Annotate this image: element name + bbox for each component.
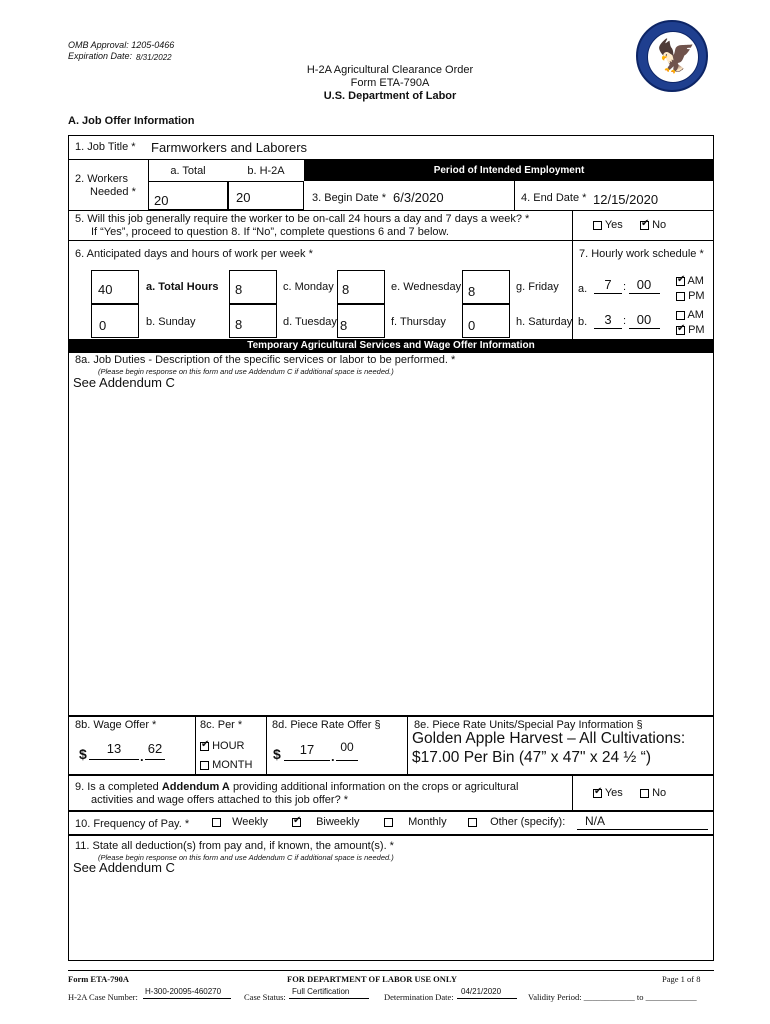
period-of-employment-header: Period of Intended Employment [304,160,714,181]
hours-b-value: 8 [235,317,243,332]
piece-rate-info-line1[interactable]: Golden Apple Harvest – All Cultivations: [412,730,686,747]
schedule-b-minute[interactable]: 00 [636,312,652,327]
end-date-field[interactable]: 12/15/2020 [593,192,659,207]
q1-label: 1. Job Title * [75,141,136,153]
q8b-dollar: $ [79,746,87,762]
friday-label: g. Friday [516,281,559,293]
wednesday-label: e. Wednesday [391,281,462,293]
determination-date-value: 04/21/2020 [461,987,502,996]
piece-rate-info-line2[interactable]: $17.00 Per Bin (47” x 47" x 24 ½ “) [412,749,651,766]
case-status-label: Case Status: [244,992,286,1002]
q9-no-option[interactable]: No [640,787,666,799]
validity-period: Validity Period: ____________ to ____________ [528,992,697,1002]
omb-approval: OMB Approval: 1205-0466 [68,40,175,50]
per-hour-checkbox[interactable] [200,742,209,751]
schedule-a-pm[interactable]: PM [676,290,705,302]
expiration-label: Expiration Date: [68,51,133,61]
q8e-label: 8e. Piece Rate Units/Special Pay Information § [414,719,643,731]
q11-note: (Please begin response on this form and use Addendum C if additional space is needed.) [98,853,394,862]
per-month-checkbox[interactable] [200,761,209,770]
begin-date-field[interactable]: 6/3/2020 [393,190,444,205]
temp-services-header: Temporary Agricultural Services and Wage Offer Information [68,340,714,352]
sunday-label: b. Sunday [146,316,196,328]
q2a-label: a. Total [170,165,206,177]
case-number-label: H-2A Case Number: [68,992,138,1002]
form-title: H-2A Agricultural Clearance Order [306,64,474,76]
q5-yes-checkbox[interactable] [593,221,602,230]
per-hour-option[interactable]: ✔ HOUR [200,740,244,752]
sunday-value: 0 [99,318,107,333]
case-number-value: H-300-20095-460270 [145,987,222,996]
monday-value: 8 [342,282,350,297]
q9-no-checkbox[interactable] [640,789,649,798]
q10-label: 10. Frequency of Pay. * [75,818,190,830]
schedule-b-pm[interactable]: ✔ PM [676,324,705,336]
case-status-value: Full Certification [292,987,350,996]
determination-date-label: Determination Date: [384,992,454,1002]
schedule-a-am-checkbox[interactable] [676,277,685,286]
pay-other-option[interactable]: Other (specify): [468,816,565,828]
schedule-a-pm-checkbox[interactable] [676,292,685,301]
thursday-value: 0 [468,318,476,333]
q2b-label: b. H-2A [247,165,285,177]
total-hours-label: a. Total Hours [146,281,219,293]
saturday-label: h. Saturday [516,316,573,328]
q9-question-2: activities and wage offers attached to this job offer? * [91,794,349,806]
wage-dollars-field[interactable]: 13 [106,741,122,756]
workers-h2a-value: 20 [236,190,251,205]
schedule-b-label: b. [578,316,588,328]
q5-no-checkbox[interactable] [640,221,649,230]
q6-label: 6. Anticipated days and hours of work per week * [75,248,313,260]
pay-monthly-option[interactable]: Monthly [384,816,447,828]
piece-rate-dollars-field[interactable]: 17 [299,742,315,757]
pay-other-field[interactable]: N/A [585,814,606,828]
q11-label: 11. State all deduction(s) from pay and, if known, the amount(s). * [75,840,394,852]
wednesday-value: 8 [468,284,476,299]
pay-biweekly-option[interactable]: ✔ Biweekly [292,816,359,828]
wage-cents-field[interactable]: 62 [147,741,163,756]
q5-instruction: If “Yes”, proceed to question 8. If “No”, complete questions 6 and 7 below. [91,226,449,238]
job-title-field[interactable]: Farmworkers and Laborers [151,140,308,155]
schedule-b-am[interactable]: AM [676,309,704,321]
per-month-option[interactable]: MONTH [200,759,252,771]
schedule-b-am-checkbox[interactable] [676,311,685,320]
q4-label: 4. End Date * [521,192,587,204]
form-number: Form ETA-790A [350,77,430,89]
q5-yes-option[interactable]: Yes [593,219,623,231]
pay-weekly-checkbox[interactable] [212,818,221,827]
tuesday-value: 8 [340,318,348,333]
pay-other-checkbox[interactable] [468,818,477,827]
schedule-a-label: a. [578,283,588,295]
footer-page-number: Page 1 of 8 [662,974,701,984]
total-hours-value: 40 [98,282,113,297]
pay-weekly-option[interactable]: Weekly [212,816,268,828]
deductions-field[interactable]: See Addendum C [73,860,175,875]
workers-total-value: 20 [154,193,169,208]
q8d-label: 8d. Piece Rate Offer § [272,719,381,731]
pay-biweekly-checkbox[interactable] [292,818,301,827]
schedule-a-hour[interactable]: 7 [604,277,612,292]
q8c-label: 8c. Per * [200,719,243,731]
department-name: U.S. Department of Labor [323,90,457,102]
q3-label: 3. Begin Date * [312,192,386,204]
schedule-a-am[interactable]: ✔ AM [676,275,704,287]
q9-question: 9. Is a completed Addendum A providing additional information on the crops or agricultural [75,781,519,793]
hours-a-value: 8 [235,282,243,297]
q7-label: 7. Hourly work schedule * [579,248,704,260]
piece-rate-cents-field[interactable]: 00 [340,740,354,754]
schedule-b-hour[interactable]: 3 [604,312,612,327]
q8a-label: 8a. Job Duties - Description of the specific services or labor to be performed. * [75,354,456,366]
q2-label: 2. Workers [75,173,128,185]
footer-dol-use: FOR DEPARTMENT OF LABOR USE ONLY [287,974,457,984]
q5-question: 5. Will this job generally require the worker to be on-call 24 hours a day and 7 days a week? * [75,213,530,225]
thursday-label: f. Thursday [391,316,446,328]
q8a-note: (Please begin response on this form and use Addendum C if additional space is needed.) [98,367,394,376]
schedule-a-colon: : [623,281,627,293]
q8b-label: 8b. Wage Offer * [75,719,157,731]
q2-label-2: Needed * [90,186,136,198]
schedule-b-pm-checkbox[interactable] [676,326,685,335]
schedule-b-colon: : [623,315,627,327]
monday-label: c. Monday [283,281,334,293]
q8d-dollar: $ [273,746,281,762]
expiration-date: 8/31/2022 [136,53,172,62]
schedule-a-minute[interactable]: 00 [636,277,652,292]
dol-seal-icon: 🦅 [636,20,708,92]
tuesday-label: d. Tuesday [283,316,337,328]
section-a-heading: A. Job Offer Information [68,115,195,127]
job-duties-frame [68,352,714,716]
q9-yes-checkbox[interactable] [593,789,602,798]
pay-monthly-checkbox[interactable] [384,818,393,827]
q9-yes-option[interactable]: ✔ Yes [593,787,623,799]
q5-no-option[interactable]: ✔ No [640,219,666,231]
job-duties-field[interactable]: See Addendum C [73,375,175,390]
footer-form-name: Form ETA-790A [68,974,129,984]
